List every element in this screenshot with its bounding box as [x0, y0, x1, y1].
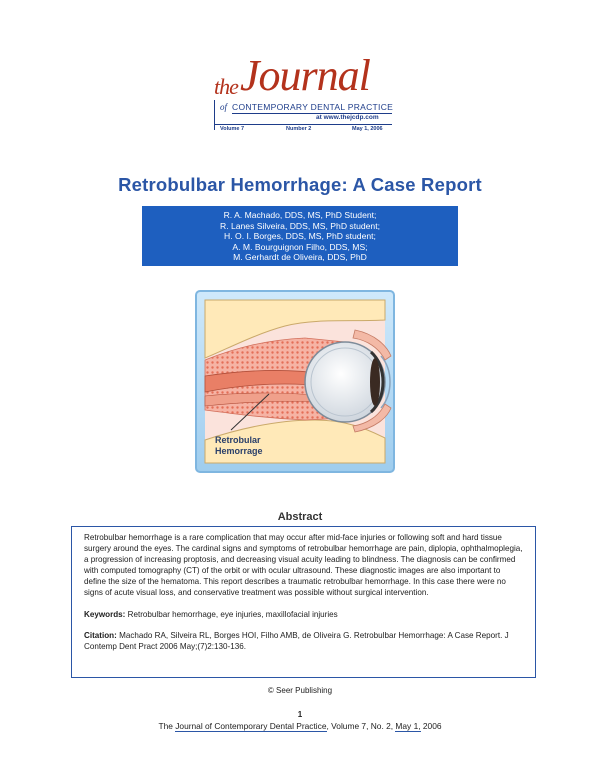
- page-number: 1: [297, 710, 303, 719]
- eye-anatomy-illustration: [195, 290, 395, 473]
- masthead-subtitle: CONTEMPORARY DENTAL PRACTICE: [232, 102, 394, 112]
- citation-text: Machado RA, Silveira RL, Borges HOI, Filho AMB, de Oliveira G. Retrobulbar Hemorrhage: A Case Report. J Contemp Dent Pract 2006 May;(7)2:130-136.: [84, 630, 509, 651]
- masthead-of: of: [220, 102, 228, 112]
- abstract-heading: Abstract: [277, 511, 323, 523]
- author-box: [142, 206, 458, 266]
- keywords-label: Keywords:: [84, 609, 126, 619]
- journal-masthead-logo: [214, 51, 394, 132]
- article-title: Retrobulbar Hemorrhage: A Case Report: [118, 174, 482, 195]
- citation: [84, 630, 523, 652]
- abstract-body: Retrobulbar hemorrhage is a rare complication that may occur after mid-face injuries or following soft and hard tissue surgery around the eyes. The cardinal signs and symptoms of retrobulbar hemorrhage are pain, diplopia, ophthalmoplegia, a progression of increasing proptosis, and decreasing visual acuity leading to blindness. The diagnosis can be confirmed with computed tomography (CT) of the orbit or with ocular ultrasound. These diagnostic images are also important to define the size of the hematoma. This report describes a traumatic retrobulbar hemorrhage. In this case there were no signs of acute visual loss, and conservative treatment was possible without surgical intervention.: [84, 533, 523, 598]
- author-line: M. Gerhardt de Oliveira, DDS, PhD: [233, 252, 367, 263]
- figure-label-line1: Retrobular: [215, 435, 261, 445]
- abstract-box: [71, 526, 536, 678]
- footer-year: 2006: [420, 721, 442, 731]
- footer-date-link[interactable]: May 1,: [395, 721, 421, 731]
- masthead-rule-bottom: [214, 124, 392, 125]
- masthead-number: Number 2: [286, 126, 312, 132]
- footer-prefix: The: [158, 721, 176, 731]
- masthead-journal: Journal: [240, 51, 370, 100]
- citation-label: Citation:: [84, 630, 117, 640]
- masthead-the: the: [214, 74, 238, 99]
- footer-volume: , Volume 7, No. 2,: [326, 721, 396, 731]
- masthead-url: at www.thejcdp.com: [316, 114, 379, 121]
- copyright: © Seer Publishing: [267, 686, 333, 695]
- author-line: R. A. Machado, DDS, MS, PhD Student;: [223, 210, 377, 220]
- masthead-volume: Volume 7: [220, 126, 245, 132]
- keywords: [84, 609, 523, 620]
- figure-label-line2: Hemorrage: [215, 446, 263, 456]
- keywords-text: Retrobulbar hemorrhage, eye injuries, maxillofacial injuries: [127, 609, 338, 619]
- footer-journal-link[interactable]: Journal of Contemporary Dental Practice: [175, 721, 327, 731]
- eye-anatomy-figure: [195, 290, 395, 473]
- author-line: A. M. Bourguignon Filho, DDS, MS;: [232, 241, 368, 252]
- footer-citation: [0, 721, 600, 731]
- masthead-rule-vertical: [214, 100, 215, 130]
- author-line: R. Lanes Silveira, DDS, MS, PhD student;: [219, 220, 380, 231]
- author-line: H. O. I. Borges, DDS, MS, PhD student;: [224, 231, 376, 242]
- masthead-date: May 1, 2006: [352, 126, 383, 132]
